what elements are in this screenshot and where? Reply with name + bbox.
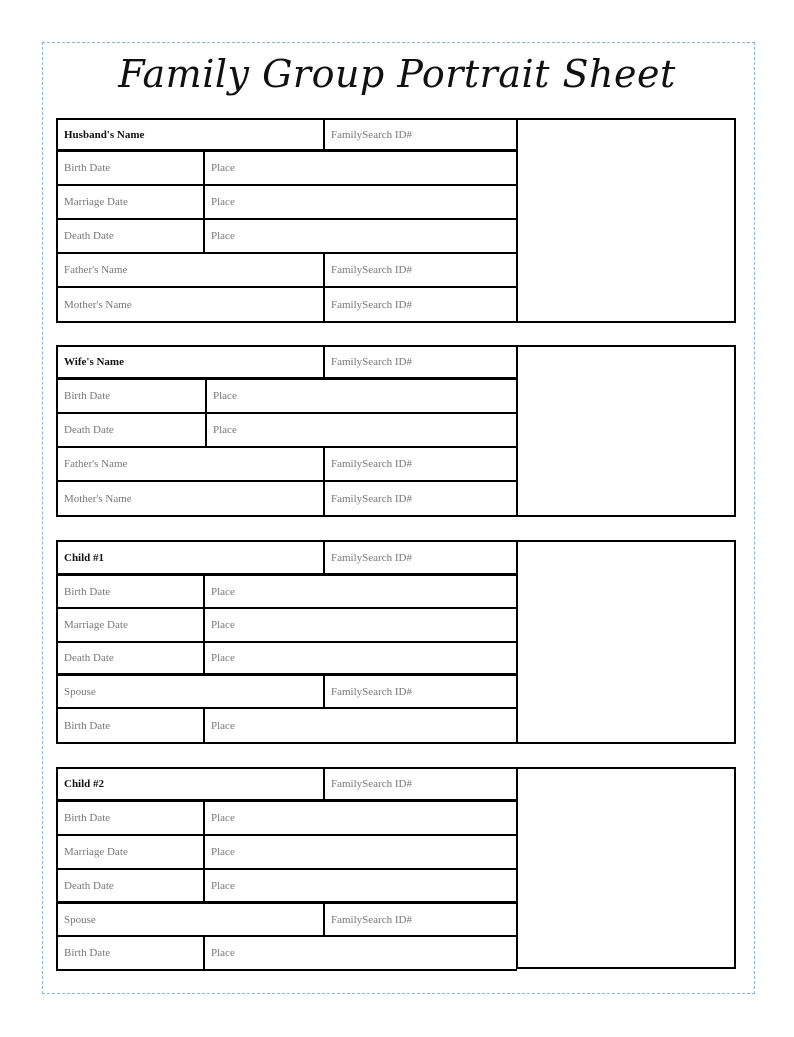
husband-familysearch-id-field[interactable]: FamilySearch ID# xyxy=(323,120,517,149)
child2-spouse-birth-date-field[interactable]: Birth Date xyxy=(64,947,111,959)
child1-name-field[interactable]: Child #1 xyxy=(64,551,105,564)
wife-familysearch-id-field[interactable]: FamilySearch ID# xyxy=(323,347,517,377)
child2-birth-place-field[interactable]: Place xyxy=(203,802,517,834)
wife-mother-name-field[interactable]: Mother's Name xyxy=(64,492,132,505)
child1-death-date-field[interactable]: Death Date xyxy=(64,652,114,664)
child1-spouse-id-field[interactable]: FamilySearch ID# xyxy=(323,676,517,707)
child2-death-date-field[interactable]: Death Date xyxy=(64,879,114,892)
child1-marriage-place-field[interactable]: Place xyxy=(203,609,517,641)
child2-spouse-field[interactable]: Spouse xyxy=(64,913,96,926)
child1-spouse-birth-date-field[interactable]: Birth Date xyxy=(64,719,111,732)
wife-birth-place-field[interactable]: Place xyxy=(205,380,517,412)
child2-spouse-id-field[interactable]: FamilySearch ID# xyxy=(323,904,517,935)
wife-mother-id-field[interactable]: FamilySearch ID# xyxy=(323,482,517,515)
child2-marriage-place-field[interactable]: Place xyxy=(203,836,517,868)
child1-birth-date-field[interactable]: Birth Date xyxy=(64,585,111,598)
child2-death-place-field[interactable]: Place xyxy=(203,870,517,901)
child1-form xyxy=(56,540,517,744)
child2-photo-box[interactable] xyxy=(516,767,736,969)
child1-birth-place-field[interactable]: Place xyxy=(203,576,517,607)
child1-death-place-field[interactable]: Place xyxy=(203,643,517,673)
husband-father-name-field[interactable]: Father's Name xyxy=(64,264,128,276)
wife-birth-date-field[interactable]: Birth Date xyxy=(64,390,111,402)
wife-father-name-field[interactable]: Father's Name xyxy=(64,458,128,470)
wife-death-place-field[interactable]: Place xyxy=(205,414,517,446)
child2-marriage-date-field[interactable]: Marriage Date xyxy=(64,846,128,858)
child2-name-field[interactable]: Child #2 xyxy=(64,778,105,790)
husband-name-field[interactable]: Husband's Name xyxy=(64,128,145,141)
husband-birth-place-field[interactable]: Place xyxy=(203,152,517,184)
wife-death-date-field[interactable]: Death Date xyxy=(64,424,114,436)
wife-father-id-field[interactable]: FamilySearch ID# xyxy=(323,448,517,480)
page-title: Family Group Portrait Sheet xyxy=(118,52,676,96)
husband-marriage-place-field[interactable]: Place xyxy=(203,186,517,218)
husband-marriage-date-field[interactable]: Marriage Date xyxy=(64,196,128,208)
child1-familysearch-id-field[interactable]: FamilySearch ID# xyxy=(323,542,517,573)
husband-photo-box[interactable] xyxy=(516,118,736,323)
child1-spouse-field[interactable]: Spouse xyxy=(64,685,96,698)
husband-death-place-field[interactable]: Place xyxy=(203,220,517,252)
wife-form xyxy=(56,345,517,517)
husband-birth-date-field[interactable]: Birth Date xyxy=(64,162,111,174)
child2-spouse-birth-place-field[interactable]: Place xyxy=(203,937,517,969)
child1-photo-box[interactable] xyxy=(516,540,736,744)
husband-mother-id-field[interactable]: FamilySearch ID# xyxy=(323,288,517,321)
child1-spouse-birth-place-field[interactable]: Place xyxy=(203,709,517,742)
husband-death-date-field[interactable]: Death Date xyxy=(64,230,114,242)
wife-photo-box[interactable] xyxy=(516,345,736,517)
husband-mother-name-field[interactable]: Mother's Name xyxy=(64,298,132,311)
child1-marriage-date-field[interactable]: Marriage Date xyxy=(64,619,128,631)
child2-birth-date-field[interactable]: Birth Date xyxy=(64,812,111,824)
child2-familysearch-id-field[interactable]: FamilySearch ID# xyxy=(323,769,517,799)
child2-form xyxy=(56,767,517,971)
husband-form xyxy=(56,118,517,323)
wife-name-field[interactable]: Wife's Name xyxy=(64,356,124,368)
husband-father-id-field[interactable]: FamilySearch ID# xyxy=(323,254,517,286)
